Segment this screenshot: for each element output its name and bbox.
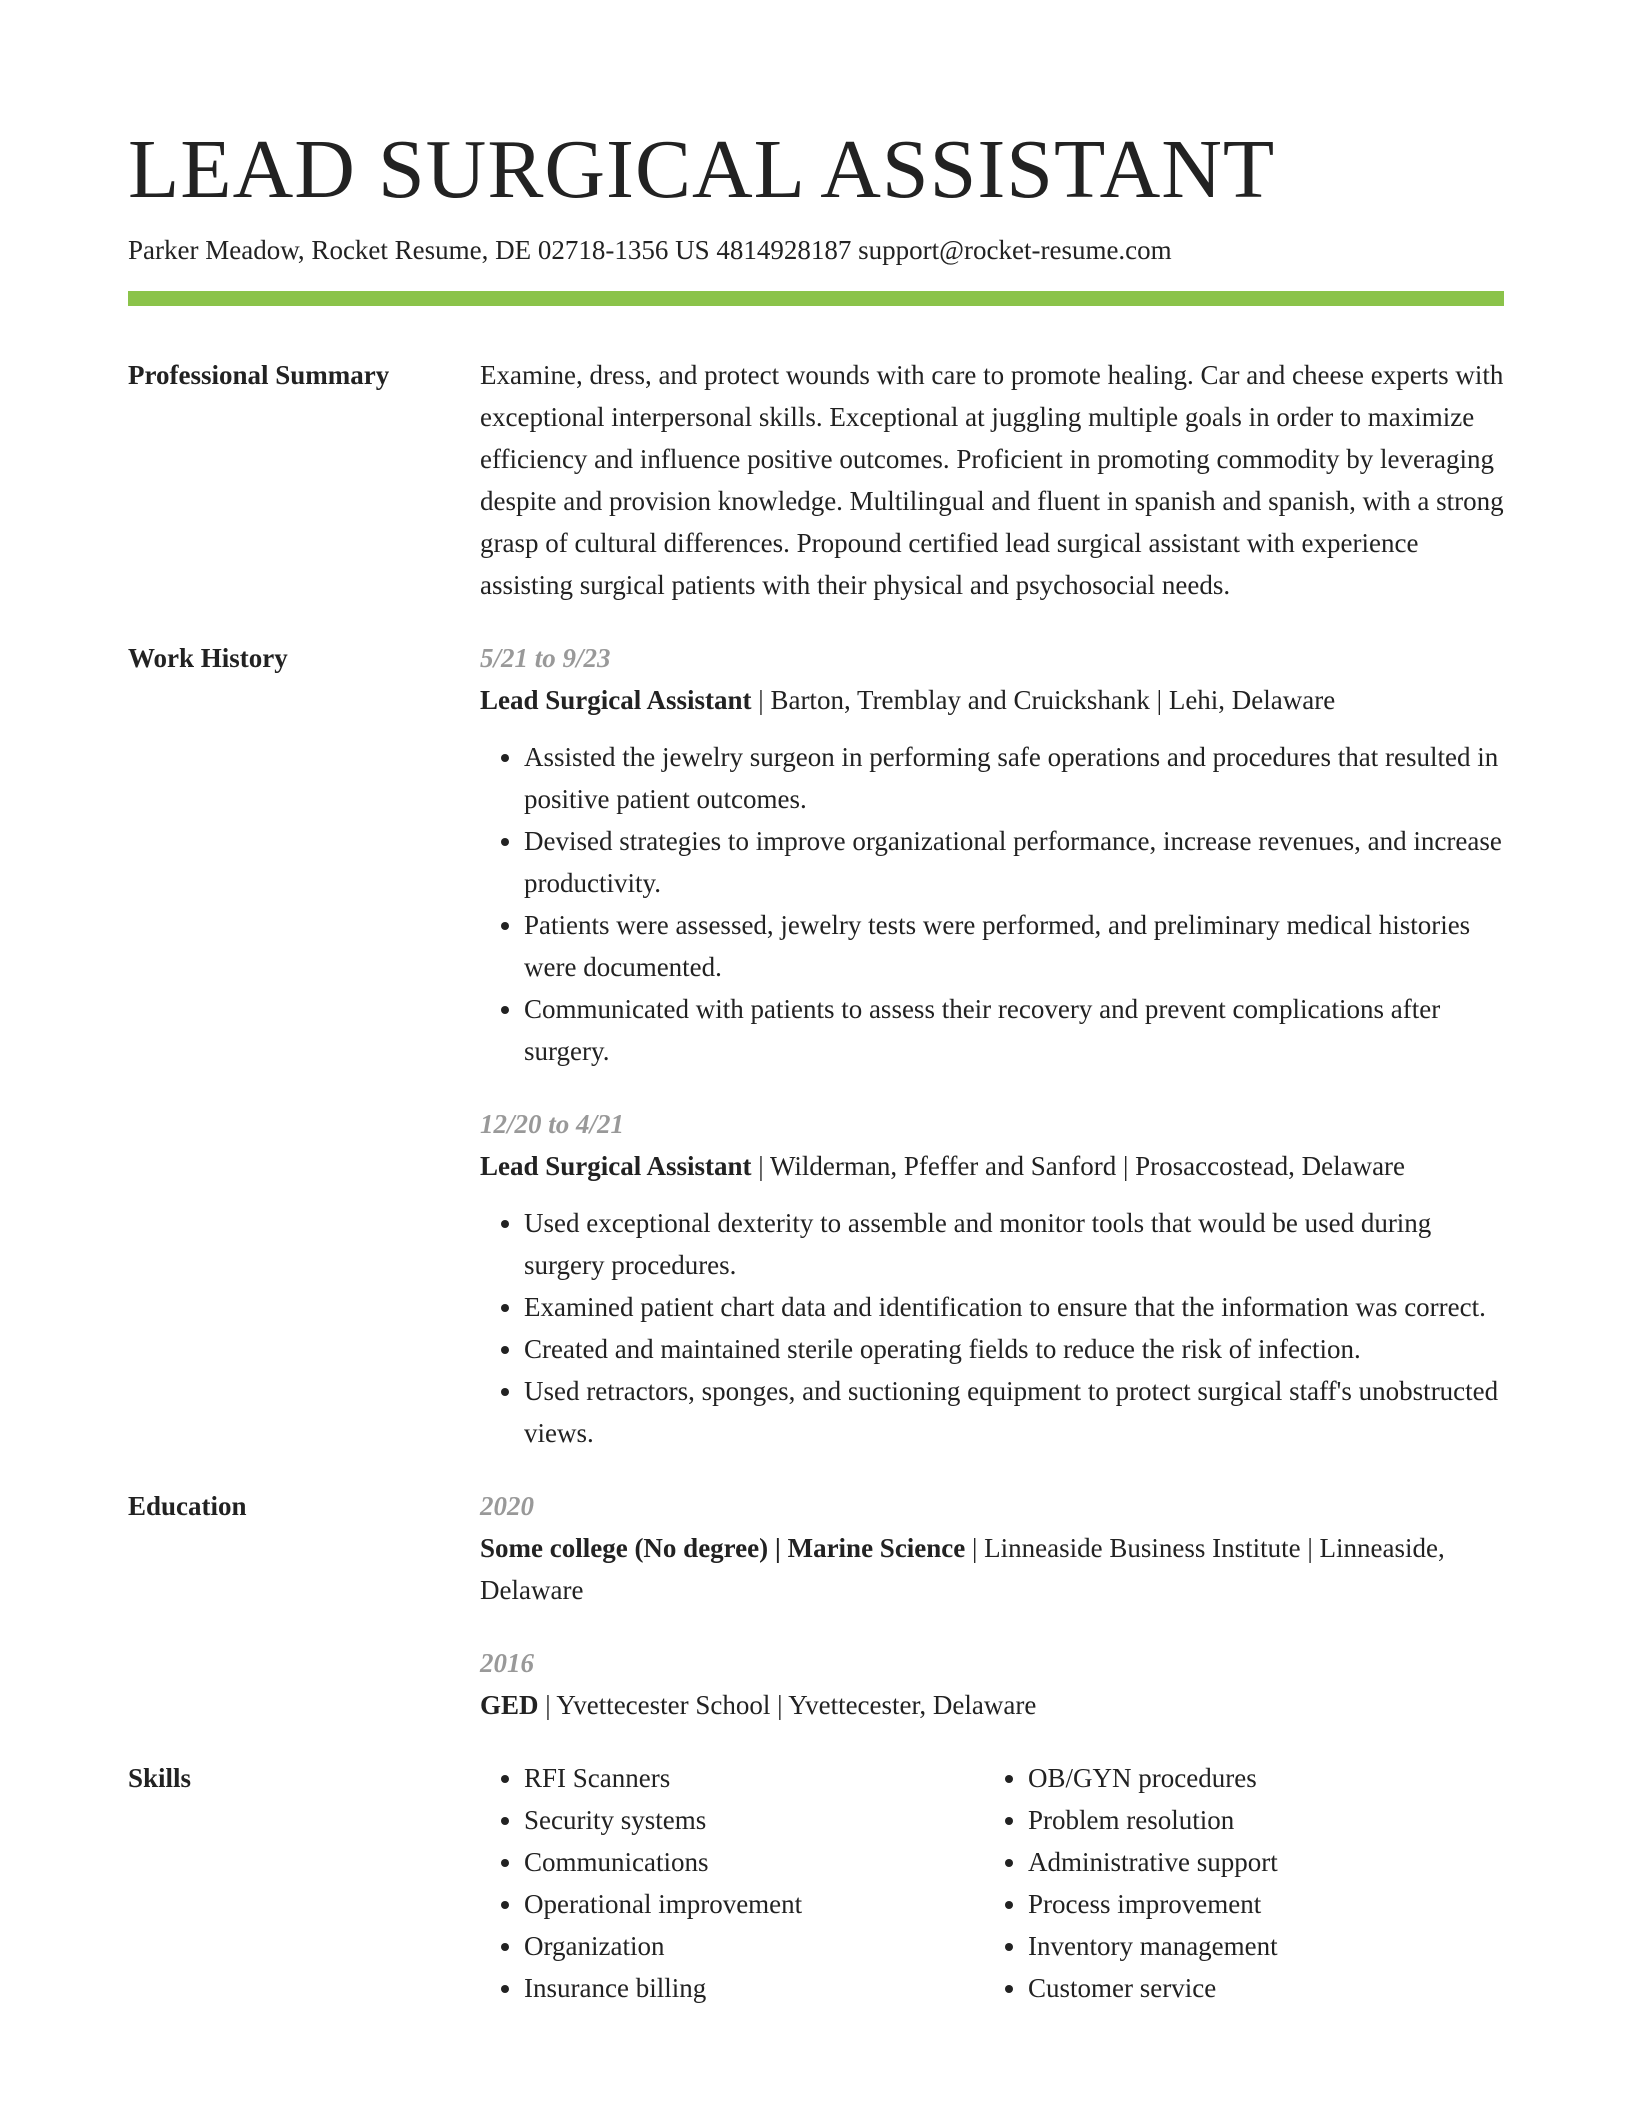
skill-item: • Process improvement — [1028, 1883, 1488, 1925]
job-employer: | Barton, Tremblay and Cruickshank | Lehi, Delaware — [751, 685, 1336, 715]
skill-item: • Communications — [524, 1841, 984, 1883]
job-entry — [480, 1103, 1504, 1454]
education-section — [128, 1485, 1504, 1726]
skill-item: • Security systems — [524, 1799, 984, 1841]
skill-item: • Problem resolution — [1028, 1799, 1488, 1841]
skill-item: • Customer service — [1028, 1967, 1488, 2009]
job-dates: 5/21 to 9/23 — [480, 643, 611, 673]
summary-text: Examine, dress, and protect wounds with care to promote healing. Car and cheese experts with exceptional interpersonal skills. Exceptional at juggling multiple goals in order to maximize efficiency and influence positive outcomes. Proficient in promoting commodity by leveraging despite and provision knowledge. Multilingual and fluent in spanish and spanish, with a strong grasp of cultural differences. Propound certified lead surgical assistant with experience assisting surgical patients with their physical and psychosocial needs. — [480, 360, 1504, 600]
skill-item: • Organization — [524, 1925, 984, 1967]
resume-header — [128, 0, 1504, 306]
job-entry — [480, 637, 1504, 1072]
education-degree: GED — [480, 1690, 539, 1720]
skill-item: • OB/GYN procedures — [1028, 1757, 1488, 1799]
job-duty: • Used exceptional dexterity to assemble and monitor tools that would be used during surgery procedures. — [524, 1202, 1504, 1286]
education-line — [480, 1684, 1504, 1726]
job-duty: • Devised strategies to improve organizational performance, increase revenues, and increase productivity. — [524, 820, 1504, 904]
skills-list-right — [984, 1757, 1488, 2009]
job-duty: • Created and maintained sterile operating fields to reduce the risk of infection. — [524, 1328, 1504, 1370]
work-history-section — [128, 637, 1504, 1454]
job-position: Lead Surgical Assistant — [480, 685, 752, 715]
summary-section — [128, 354, 1504, 606]
education-entry — [480, 1642, 1504, 1726]
work-history-title: Work History — [128, 643, 288, 673]
education-line — [480, 1527, 1504, 1611]
skill-item: • Administrative support — [1028, 1841, 1488, 1883]
education-year: 2016 — [480, 1648, 534, 1678]
job-duties — [480, 736, 1504, 1072]
job-duty: • Examined patient chart data and identification to ensure that the information was correct. — [524, 1286, 1504, 1328]
skills-title: Skills — [128, 1763, 192, 1793]
resume-name: LEAD SURGICAL ASSISTANT — [128, 123, 1276, 216]
skill-item: • RFI Scanners — [524, 1757, 984, 1799]
job-duty: • Assisted the jewelry surgeon in performing safe operations and procedures that resulted in positive patient outcomes. — [524, 736, 1504, 820]
job-title-line — [480, 1145, 1504, 1187]
job-duty: • Patients were assessed, jewelry tests were performed, and preliminary medical histories were documented. — [524, 904, 1504, 988]
education-school: | Linneaside Business Institute | Linneaside, Delaware — [480, 1533, 1445, 1605]
summary-title: Professional Summary — [128, 360, 390, 390]
education-degree: Some college (No degree) | Marine Science — [480, 1533, 966, 1563]
job-position: Lead Surgical Assistant — [480, 1151, 752, 1181]
contact-line: Parker Meadow, Rocket Resume, DE 02718-1356 US 4814928187 support@rocket-resume.com — [128, 235, 1172, 265]
job-duty: • Communicated with patients to assess their recovery and prevent complications after surgery. — [524, 988, 1504, 1072]
skill-item: • Inventory management — [1028, 1925, 1488, 1967]
job-duty: • Used retractors, sponges, and suctioning equipment to protect surgical staff's unobstructed views. — [524, 1370, 1504, 1454]
job-dates: 12/20 to 4/21 — [480, 1109, 625, 1139]
header-divider — [128, 291, 1504, 306]
education-entry — [480, 1485, 1504, 1611]
skills-body — [480, 1757, 1504, 2009]
job-employer: | Wilderman, Pfeffer and Sanford | Prosaccostead, Delaware — [751, 1151, 1406, 1181]
skill-item: • Operational improvement — [524, 1883, 984, 1925]
education-school: | Yvettecester School | Yvettecester, Delaware — [538, 1690, 1037, 1720]
work-history-body — [480, 637, 1504, 1454]
resume-page — [128, 0, 1504, 2009]
skill-item: • Insurance billing — [524, 1967, 984, 2009]
education-title: Education — [128, 1491, 247, 1521]
skills-section — [128, 1757, 1504, 2009]
education-year: 2020 — [480, 1491, 534, 1521]
education-body — [480, 1485, 1504, 1726]
skills-list-left — [480, 1757, 984, 2009]
job-duties — [480, 1202, 1504, 1454]
job-title-line — [480, 679, 1504, 721]
